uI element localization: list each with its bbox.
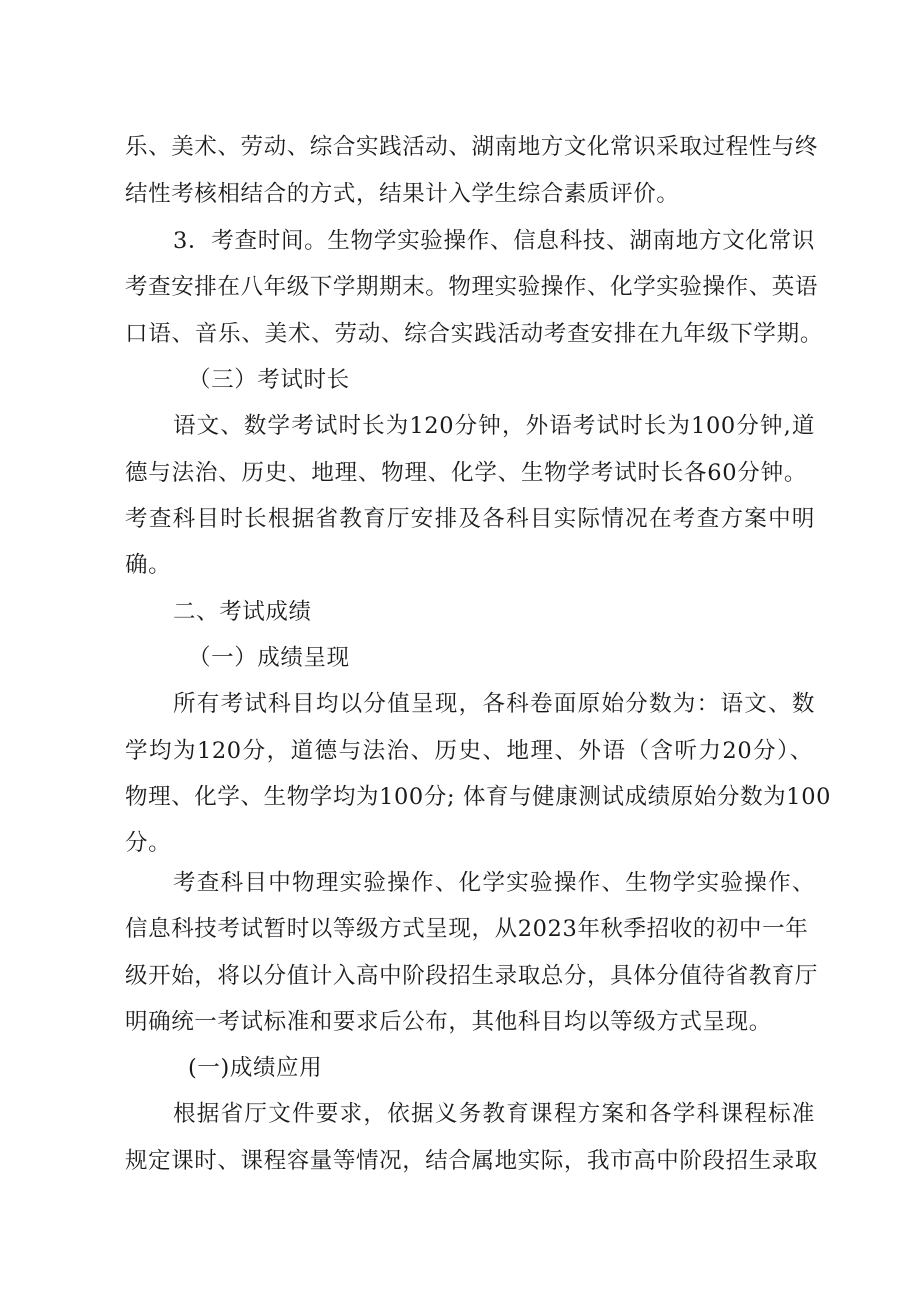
item-3-exam-time: 3．考查时间。生物学实验操作、信息科技、湖南地方文化常识 (173, 228, 815, 254)
body-line-4: 考查安排在八年级下学期期末。物理实验操作、化学实验操作、英语 (125, 274, 819, 300)
body-line-9: 考查科目时长根据省教育厅安排及各科目实际情况在考查方案中明 (125, 506, 815, 532)
body-line-14: 学均为120分，道德与法治、历史、地理、外语（含听力20分）、 (125, 738, 813, 764)
body-line-15: 物理、化学、生物学均为100分; 体育与健康测试成绩原始分数为100 (125, 784, 832, 810)
body-line-20: 明确统一考试标准和要求后公布，其他科目均以等级方式呈现。 (125, 1009, 772, 1035)
subsection-heading-score-application: (一)成绩应用 (188, 1055, 323, 1081)
body-line-18: 信息科技考试暂时以等级方式呈现，从2023年秋季招收的初中一年 (125, 916, 809, 942)
subsection-heading-score-presentation: （一）成绩呈现 (188, 645, 350, 671)
body-line-17: 考查科目中物理实验操作、化学实验操作、生物学实验操作、 (173, 870, 815, 896)
body-line-5: 口语、音乐、美术、劳动、综合实践活动考查安排在九年级下学期。 (125, 321, 823, 347)
body-line-10: 确。 (125, 552, 172, 578)
section-heading-exam-duration: （三）考试时长 (188, 367, 350, 393)
body-line-1: 乐、美术、劳动、综合实践活动、湖南地方文化常识采取过程性与终 (125, 134, 819, 160)
body-line-23: 规定课时、课程容量等情况，结合属地实际，我市高中阶段招生录取 (125, 1148, 819, 1174)
body-line-7: 语文、数学考试时长为120分钟，外语考试时长为100分钟,道 (173, 413, 815, 439)
body-line-22: 根据省厅文件要求，依据义务教育课程方案和各学科课程标准 (173, 1101, 815, 1127)
section-heading-exam-scores: 二、考试成绩 (173, 599, 312, 625)
body-line-13: 所有考试科目均以分值呈现，各科卷面原始分数为：语文、数 (173, 691, 815, 717)
body-line-19: 级开始，将以分值计入高中阶段招生录取总分，具体分值待省教育厅 (125, 963, 819, 989)
body-line-8: 德与法治、历史、地理、物理、化学、生物学考试时长各60分钟。 (125, 460, 807, 486)
body-line-2: 结性考核相结合的方式，结果计入学生综合素质评价。 (125, 181, 680, 207)
body-line-16: 分。 (125, 830, 172, 856)
